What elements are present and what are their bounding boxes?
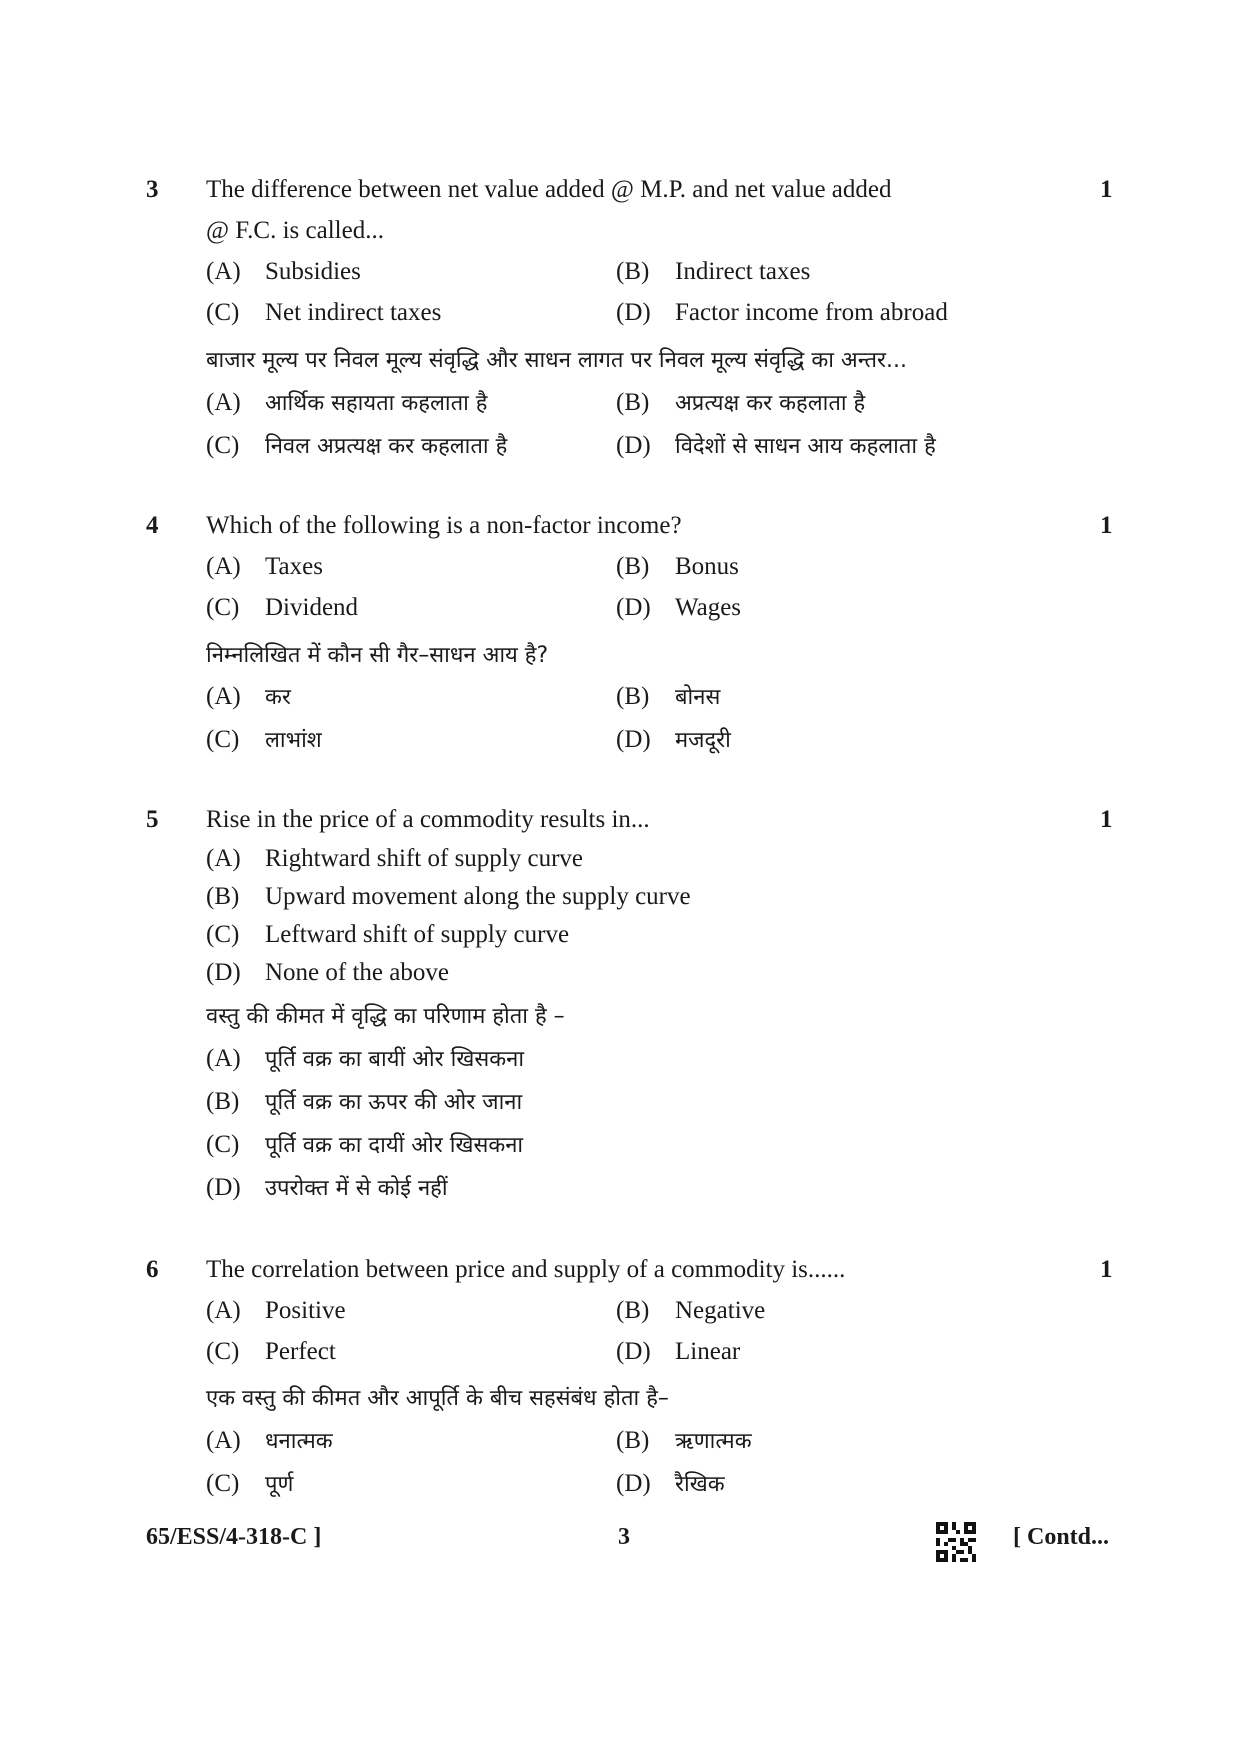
option-b: (B) Bonus [616, 553, 739, 580]
option-d: (D) Wages [616, 594, 742, 621]
question-text-en: The correlation between price and supply of a commodity is...... [206, 1256, 846, 1283]
option-c: (C) Leftward shift of supply curve [206, 921, 570, 948]
question-marks: 1 [1100, 806, 1113, 833]
option-a-hi: (A) धनात्मक [206, 1427, 333, 1454]
question-text-en: Rise in the price of a commodity results in... [206, 806, 650, 833]
question-text-en: The difference between net value added @ M.P. and net value added [206, 176, 892, 203]
paper-code: 65/ESS/4-318-C ] [146, 1524, 322, 1550]
option-b: (B) Upward movement along the supply curve [206, 883, 691, 910]
option-b-hi: (B) अप्रत्यक्ष कर कहलाता है [616, 389, 866, 416]
option-a: (A) Taxes [206, 553, 323, 580]
question-text-hi: एक वस्तु की कीमत और आपूर्ति के बीच सहसंबंध होता है– [206, 1386, 669, 1411]
question-number: 6 [146, 1256, 159, 1283]
question-number: 3 [146, 176, 159, 203]
option-a-hi: (A) पूर्ति वक्र का बायीं ओर खिसकना [206, 1045, 525, 1072]
option-a-hi: (A) कर [206, 683, 291, 710]
option-c: (C) Dividend [206, 594, 359, 621]
option-d-hi: (D) विदेशों से साधन आय कहलाता है [616, 432, 936, 459]
question-marks: 1 [1100, 176, 1113, 203]
option-d: (D) None of the above [206, 959, 449, 986]
option-d-hi: (D) उपरोक्त में से कोई नहीं [206, 1174, 448, 1201]
option-c: (C) Perfect [206, 1338, 336, 1365]
option-a: (A) Subsidies [206, 258, 361, 285]
option-d: (D) Factor income from abroad [616, 299, 948, 326]
option-b-hi: (B) पूर्ति वक्र का ऊपर की ओर जाना [206, 1088, 523, 1115]
option-d-hi: (D) मजदूरी [616, 726, 731, 753]
option-d: (D) Linear [616, 1338, 741, 1365]
question-number: 4 [146, 512, 159, 539]
question-text-hi: बाजार मूल्य पर निवल मूल्य संवृद्धि और साधन लागत पर निवल मूल्य संवृद्धि का अन्तर... [206, 348, 908, 373]
option-b-hi: (B) बोनस [616, 683, 721, 710]
option-d-hi: (D) रैखिक [616, 1470, 725, 1497]
option-c: (C) Net indirect taxes [206, 299, 442, 326]
contd-label: [ Contd... [1013, 1524, 1110, 1550]
question-text-hi: वस्तु की कीमत में वृद्धि का परिणाम होता है – [206, 1004, 565, 1029]
question-marks: 1 [1100, 1256, 1113, 1283]
question-number: 5 [146, 806, 159, 833]
option-a-hi: (A) आर्थिक सहायता कहलाता है [206, 389, 488, 416]
question-marks: 1 [1100, 512, 1113, 539]
qr-code-icon [936, 1522, 976, 1562]
option-a: (A) Positive [206, 1297, 346, 1324]
option-c-hi: (C) लाभांश [206, 726, 322, 753]
question-text-en: @ F.C. is called... [206, 217, 384, 244]
option-c-hi: (C) पूर्ण [206, 1470, 294, 1497]
option-b: (B) Indirect taxes [616, 258, 811, 285]
option-a: (A) Rightward shift of supply curve [206, 845, 584, 872]
option-b-hi: (B) ऋणात्मक [616, 1427, 752, 1454]
option-c-hi: (C) निवल अप्रत्यक्ष कर कहलाता है [206, 432, 508, 459]
option-b: (B) Negative [616, 1297, 766, 1324]
question-text-hi: निम्नलिखित में कौन सी गैर–साधन आय है? [206, 643, 549, 668]
question-text-en: Which of the following is a non-factor income? [206, 512, 682, 539]
page-number: 3 [618, 1524, 630, 1550]
option-c-hi: (C) पूर्ति वक्र का दायीं ओर खिसकना [206, 1131, 524, 1158]
